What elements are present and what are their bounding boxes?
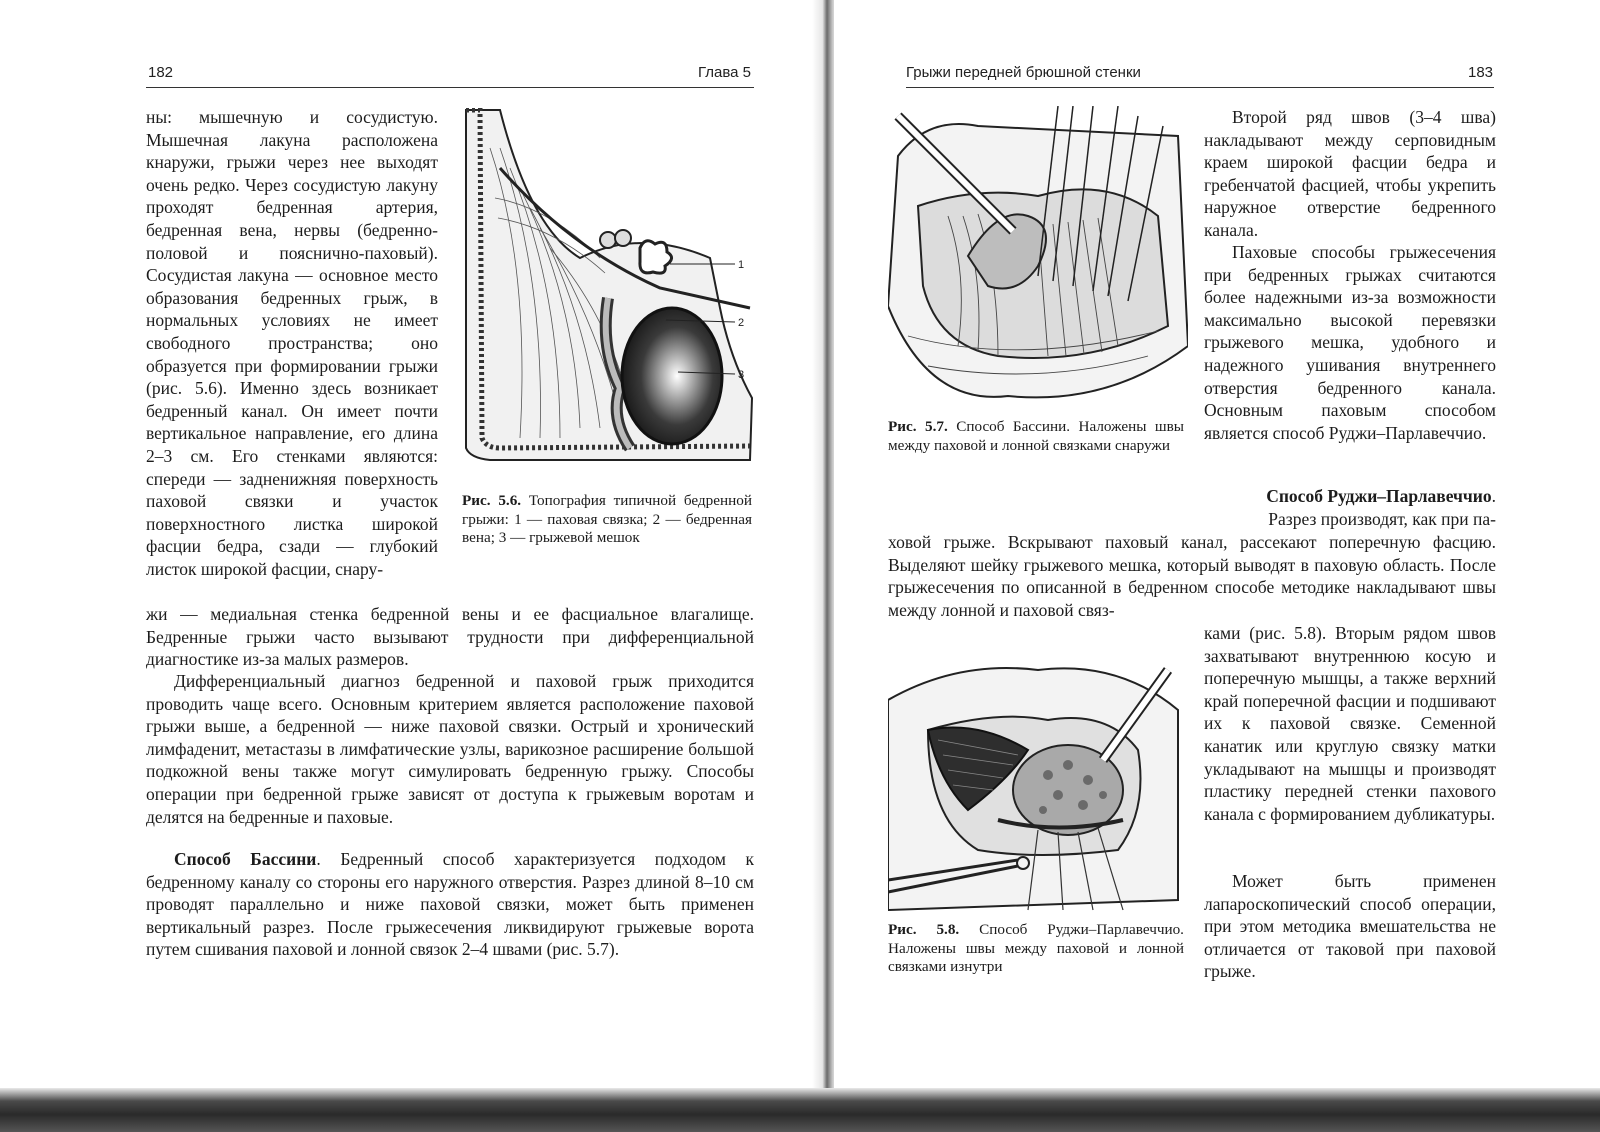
- body-text-right-narrow-2: Разрез производят, как при па-: [1268, 509, 1496, 529]
- body-text-left-narrow: ны: мышечную и сосудистую. Мышечная лакуна расположена кнаружи, грыжи через нее выходят очень редко. Через сосудистую лакуну проходят бедренная артерия, бедренная вена, нервы (бедренно-половой и пояснично-паховый). Сосудистая лакуна — основное место образования бедренных грыж, в нормальных условиях не имеет свободного пространства; оно образуется при формировании грыжи (рис. 5.6). Именно здесь возникает бедренный канал. Он имеет почти вертикальное направление, его длина 2–3 см. Его стенками являются: спереди — задненижняя поверхность паховой связки и участок поверхностного листка широкой фасции бедра, сзади — глубокий листок широкой фасции, снару-: [146, 107, 438, 579]
- page-number-right: 183: [1468, 64, 1494, 81]
- figure-5-7-caption-label: Рис. 5.7.: [888, 418, 948, 435]
- running-head-left: Глава 5: [698, 64, 752, 81]
- body-text-left-full-1: жи — медиальная стенка бедренной вены и ее фасциальное влагалище. Бедренные грыжи часто вызывают трудности при дифференциальной диагностике из-за малых размеров.: [146, 604, 754, 670]
- page-number-left: 182: [148, 64, 174, 81]
- figure-5-8-illustration: [888, 660, 1188, 914]
- figure-5-7-caption-text: Способ Бассини. Наложены швы между паховой и лонной связками снаружи: [888, 418, 1184, 454]
- header-rule-right: [906, 87, 1494, 88]
- figure-label-3: 3: [738, 369, 745, 381]
- figure-5-6-caption: [462, 492, 752, 548]
- header-rule-left: [146, 87, 754, 88]
- scan-bottom-edge: [0, 1088, 1600, 1132]
- figure-label-1: 1: [738, 259, 745, 271]
- figure-5-8-caption-text: Способ Руджи–Парлавеччио. Наложены швы между паховой и лонной связками изнутри: [888, 921, 1184, 976]
- running-head-right: Грыжи передней брюшной стенки: [906, 64, 1141, 81]
- figure-5-6-caption-label: Рис. 5.6.: [462, 492, 522, 509]
- body-text-right-narrow-4: Может быть применен лапароскопический способ операции, при этом методика вмешательства не отличается от таковой при паховой грыже.: [1204, 871, 1496, 982]
- ruggi-heading-bold: Способ Руджи–Парлавеччио: [1266, 486, 1492, 506]
- right-page: [834, 0, 1600, 1092]
- figure-5-8-caption-label: Рис. 5.8.: [888, 921, 960, 938]
- body-text-right-narrow-1b: Паховые способы грыжесечения при бедренных грыжах считаются более надежными из-за возможности максимально высокой перевязки грыжевого мешка, удобного и надежного ушивания внутреннего отверстия бедренного канала. Основным паховым способом является способ Руджи–Парлавеччио.: [1204, 242, 1496, 443]
- body-text-right-narrow-1a: Второй ряд швов (3–4 шва) накладывают между серповидным краем широкой фасции бедра и гребенчатой фасцией, чтобы укрепить наружное отверстие бедренного канала.: [1204, 107, 1496, 240]
- figure-5-7: [888, 106, 1188, 412]
- figure-5-8: [888, 660, 1188, 914]
- body-text-right-full: ховой грыже. Вскрывают паховый канал, рассекают поперечную фасцию. Выделяют шейку грыжевого мешка, который выводят в паховую область. После грыжесечения по описанной в бедренном способе методике накладывают швы между лонной и паховой связ-: [888, 532, 1496, 620]
- bassini-text: . Бедренный способ характеризуется подходом к бедренному каналу со стороны его наружного отверстия. Разрез длиной 8–10 см проводят параллельно и ниже паховой связки, может быть применен вертикальный разрез. После грыжесечения ликвидируют грыжевые ворота путем сшивания паховой и лонной связок 2–4 швами (рис. 5.7).: [146, 849, 754, 960]
- figure-5-8-caption: [888, 921, 1184, 977]
- figure-5-6-illustration: [460, 108, 760, 490]
- figure-5-7-illustration: [888, 106, 1188, 412]
- figure-5-6-caption-text: Топография типичной бедренной грыжи: 1 — паховая связка; 2 — бедренная вена; 3 — грыжевой мешок: [462, 492, 752, 547]
- figure-5-6: [460, 108, 760, 490]
- bassini-heading: Способ Бассини: [174, 849, 317, 869]
- left-page: [0, 0, 820, 1092]
- body-text-left-paragraph-3: [146, 848, 754, 961]
- ruggi-heading: [1204, 485, 1496, 508]
- body-text-right-narrow-3: ками (рис. 5.8). Вторым рядом швов захватывают внутреннюю косую и поперечную мышцы, а также верхний край поперечной фасции и подшивают их к паховой связке. Семенной канатик или круглую связку матки укладывают на мышцы и производят пластику передней стенки пахового канала с формированием дубликатуры.: [1204, 623, 1496, 824]
- figure-5-7-caption: [888, 418, 1184, 455]
- figure-label-2: 2: [738, 317, 745, 329]
- body-text-left-paragraph-2: Дифференциальный диагноз бедренной и паховой грыж приходится проводить чаще всего. Основным критерием является расположение паховой грыжи выше, а бедренной — ниже паховой связки. Острый и хронический лимфаденит, метастазы в лимфатические узлы, варикозное расширение большой подкожной вены также могут симулировать бедренную грыжу. Способы операции при бедренной грыже зависят от доступа к грыжевым воротам и делятся на бедренные и паховые.: [146, 671, 754, 827]
- ruggi-heading-tail: .: [1491, 486, 1496, 506]
